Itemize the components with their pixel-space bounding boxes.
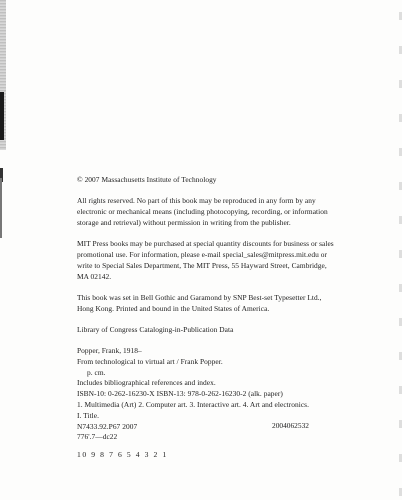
- typesetting-line: This book was set in Bell Gothic and Garamond by SNP Best-set Typesetter Ltd.,: [77, 293, 322, 302]
- rights-line: storage and retrieval) without permission in writing from the publisher.: [77, 218, 291, 227]
- scan-edge-bar: [0, 92, 4, 140]
- rights-line: All rights reserved. No part of this book may be reproduced in any form by any: [77, 196, 316, 205]
- cip-data-block: [77, 346, 367, 443]
- cip-author: Popper, Frank, 1918–: [77, 346, 142, 355]
- cip-title-entry: I. Title.: [77, 410, 100, 420]
- scan-edge-mark-lower: [0, 178, 2, 238]
- sales-paragraph: [77, 238, 367, 282]
- sales-line: MIT Press books may be purchased at special quantity discounts for business or sales: [77, 239, 334, 248]
- cip-subjects: 1. Multimedia (Art) 2. Computer art. 3. Interactive art. 4. Art and electronics.: [77, 399, 310, 409]
- cip-isbn: ISBN-10: 0-262-16230-X ISBN-13: 978-0-262-16230-2 (alk. paper): [77, 389, 283, 399]
- typesetting-line: Hong Kong. Printed and bound in the United States of America.: [77, 304, 270, 313]
- rights-line: electronic or mechanical means (including photocopying, recording, or information: [77, 207, 328, 216]
- rights-paragraph: [77, 195, 367, 228]
- cip-lc-call-number: N7433.92.P67 2007: [77, 421, 138, 431]
- cip-heading: Library of Congress Cataloging-in-Publication Data: [77, 325, 234, 334]
- lccn-number: 2004062532: [272, 421, 309, 430]
- cip-title: From technological to virtual art / Frank Popper.: [77, 356, 223, 366]
- copyright-notice: © 2007 Massachusetts Institute of Technology: [77, 175, 217, 184]
- sales-line: write to Special Sales Department, The MIT Press, 55 Hayward Street, Cambridge,: [77, 261, 327, 270]
- cip-dewey-number: 776'.7—dc22: [77, 432, 118, 442]
- printer-key-line: 10 9 8 7 6 5 4 3 2 1: [77, 450, 168, 459]
- sales-line: promotional use. For information, please e-mail special_sales@mitpress.mit.edu or: [77, 250, 327, 259]
- typesetting-paragraph: [77, 292, 367, 314]
- copyright-page-text: [77, 174, 367, 443]
- cip-notes: Includes bibliographical references and index.: [77, 378, 216, 388]
- sales-line: MA 02142.: [77, 272, 112, 281]
- cip-extent: p. cm.: [87, 367, 106, 377]
